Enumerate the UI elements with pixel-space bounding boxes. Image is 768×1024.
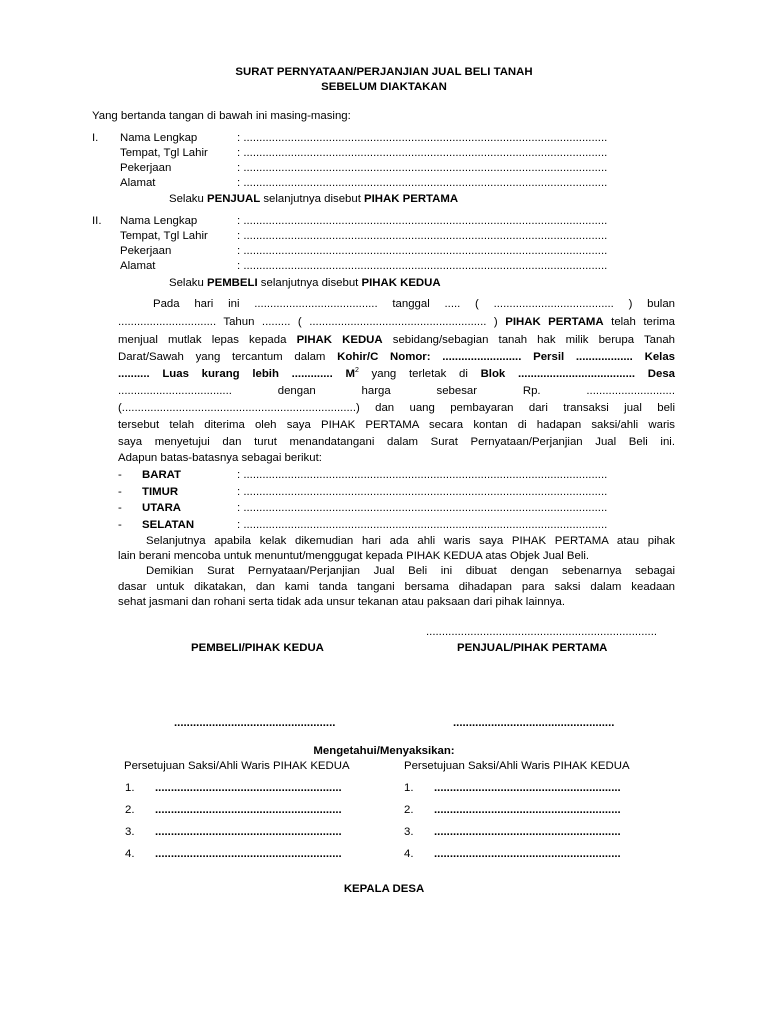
party2-name-field: : ................................................................................................................... bbox=[237, 215, 608, 227]
party1-address-field: : ................................................................................................................... bbox=[237, 177, 608, 189]
witness-right-line: ........................................................... bbox=[434, 826, 621, 838]
party2-birth-field: : ................................................................................................................... bbox=[237, 230, 608, 242]
body-line-6: .................................... dengan harga sebesar Rp. ............................ bbox=[118, 385, 675, 397]
party1-numeral: I. bbox=[92, 132, 99, 144]
border-bullet: - bbox=[118, 486, 122, 498]
party1-name-field: : ................................................................................................................... bbox=[237, 132, 608, 144]
border-east-field: : ................................................................................................................... bbox=[237, 486, 608, 498]
date-place-line: ......................................................................... bbox=[426, 626, 658, 638]
party1-name-label: Nama Lengkap bbox=[120, 132, 198, 144]
body-line-3: menjual mutlak lepas kepada PIHAK KEDUA sebidang/sebagian tanah hak milik berupa Tanah bbox=[118, 334, 675, 346]
party1-birth-label: Tempat, Tgl Lahir bbox=[120, 147, 208, 159]
closing-p1-line1: Selanjutnya apabila kelak dikemudian hari ada ahli waris saya PIHAK PERTAMA atau pihak bbox=[146, 535, 675, 547]
seller-label: PENJUAL/PIHAK PERTAMA bbox=[457, 642, 608, 654]
closing-p1-line2: lain berani mencoba untuk menuntut/menggugat kepada PIHAK KEDUA atas Objek Jual Beli. bbox=[118, 550, 590, 562]
witness-right-number: 3. bbox=[404, 826, 414, 838]
party2-address-field: : ................................................................................................................... bbox=[237, 260, 608, 272]
party2-role: Selaku PEMBELI selanjutnya disebut PIHAK KEDUA bbox=[169, 277, 441, 289]
intro-text: Yang bertanda tangan di bawah ini masing-masing: bbox=[92, 110, 351, 122]
party2-job-label: Pekerjaan bbox=[120, 245, 172, 257]
witness-right-line: ........................................................... bbox=[434, 848, 621, 860]
witness-left-line: ........................................................... bbox=[155, 782, 342, 794]
closing-p2-line3: sehat jasmani dan rohani serta tidak ada unsur tekanan atau paksaan dari pihak lainnya. bbox=[118, 596, 566, 608]
witness-left-number: 3. bbox=[125, 826, 135, 838]
closing-p2-line2: dasar untuk dikatakan, dan kami tanda tangani bersama dihadapan para saksi dalam keadaan bbox=[118, 581, 675, 593]
witness-left-title: Persetujuan Saksi/Ahli Waris PIHAK KEDUA bbox=[124, 760, 350, 772]
party1-birth-field: : ................................................................................................................... bbox=[237, 147, 608, 159]
body-line-4: Darat/Sawah yang tercantum dalam Kohir/C Nomor: ......................... Persil .................. Kelas bbox=[118, 351, 675, 363]
body-line-5: .......... Luas kurang lebih ............. $M^2$ yang terletak di Blok ..................................... Desa bbox=[118, 367, 675, 380]
witness-left-number: 4. bbox=[125, 848, 135, 860]
party2-birth-label: Tempat, Tgl Lahir bbox=[120, 230, 208, 242]
closing-p2-line1: Demikian Surat Pernyataan/Perjanjian Jual Beli ini dibuat dengan sebenarnya sebagai bbox=[146, 565, 675, 577]
witness-right-number: 4. bbox=[404, 848, 414, 860]
body-line-7: (..........................................................................) dan uang pembayaran dari transaksi jual beli bbox=[118, 402, 675, 414]
border-bullet: - bbox=[118, 469, 122, 481]
body-line-8: tersebut telah diterima oleh saya PIHAK PERTAMA secara kontan di hadapan saksi/ahli waris bbox=[118, 419, 675, 431]
body-line-1: Pada hari ini ....................................... tanggal ..... ( ...................................... ) bulan bbox=[153, 298, 675, 310]
witness-heading: Mengetahui/Menyaksikan: bbox=[313, 745, 455, 757]
border-south-label: SELATAN bbox=[142, 519, 195, 531]
border-east-label: TIMUR bbox=[142, 486, 179, 498]
border-bullet: - bbox=[118, 502, 122, 514]
witness-right-number: 2. bbox=[404, 804, 414, 816]
party2-job-field: : ................................................................................................................... bbox=[237, 245, 608, 257]
border-north-field: : ................................................................................................................... bbox=[237, 502, 608, 514]
buyer-signature-line: ................................................... bbox=[174, 717, 336, 729]
border-west-field: : ................................................................................................................... bbox=[237, 469, 608, 481]
document-title: SURAT PERNYATAAN/PERJANJIAN JUAL BELI TANAH bbox=[235, 66, 533, 78]
witness-right-line: ........................................................... bbox=[434, 804, 621, 816]
document-subtitle: SEBELUM DIAKTAKAN bbox=[321, 81, 447, 93]
body-line-2: ............................... Tahun ......... ( ........................................................ ) PIHAK PERTAMA telah terima bbox=[118, 316, 676, 328]
border-south-field: : ................................................................................................................... bbox=[237, 519, 608, 531]
village-head-label: KEPALA DESA bbox=[343, 883, 425, 895]
border-north-label: UTARA bbox=[142, 502, 182, 514]
body-line-9: saya menyetujui dan turut menandatangani dalam Surat Pernyataan/Perjanjian Jual Beli ini. bbox=[118, 436, 675, 448]
party2-name-label: Nama Lengkap bbox=[120, 215, 198, 227]
party1-job-label: Pekerjaan bbox=[120, 162, 172, 174]
witness-left-number: 1. bbox=[125, 782, 135, 794]
party2-numeral: II. bbox=[92, 215, 102, 227]
witness-left-line: ........................................................... bbox=[155, 804, 342, 816]
witness-left-line: ........................................................... bbox=[155, 826, 342, 838]
party1-address-label: Alamat bbox=[120, 177, 156, 189]
buyer-label: PEMBELI/PIHAK KEDUA bbox=[191, 642, 324, 654]
seller-signature-line: ................................................... bbox=[453, 717, 615, 729]
witness-right-title: Persetujuan Saksi/Ahli Waris PIHAK KEDUA bbox=[404, 760, 630, 772]
border-west-label: BARAT bbox=[142, 469, 182, 481]
party2-address-label: Alamat bbox=[120, 260, 156, 272]
party1-role: Selaku PENJUAL selanjutnya disebut PIHAK PERTAMA bbox=[169, 193, 459, 205]
witness-left-line: ........................................................... bbox=[155, 848, 342, 860]
party1-job-field: : ................................................................................................................... bbox=[237, 162, 608, 174]
border-bullet: - bbox=[118, 519, 122, 531]
body-line-10: Adapun batas-batasnya sebagai berikut: bbox=[118, 452, 322, 464]
witness-right-number: 1. bbox=[404, 782, 414, 794]
witness-right-line: ........................................................... bbox=[434, 782, 621, 794]
witness-left-number: 2. bbox=[125, 804, 135, 816]
